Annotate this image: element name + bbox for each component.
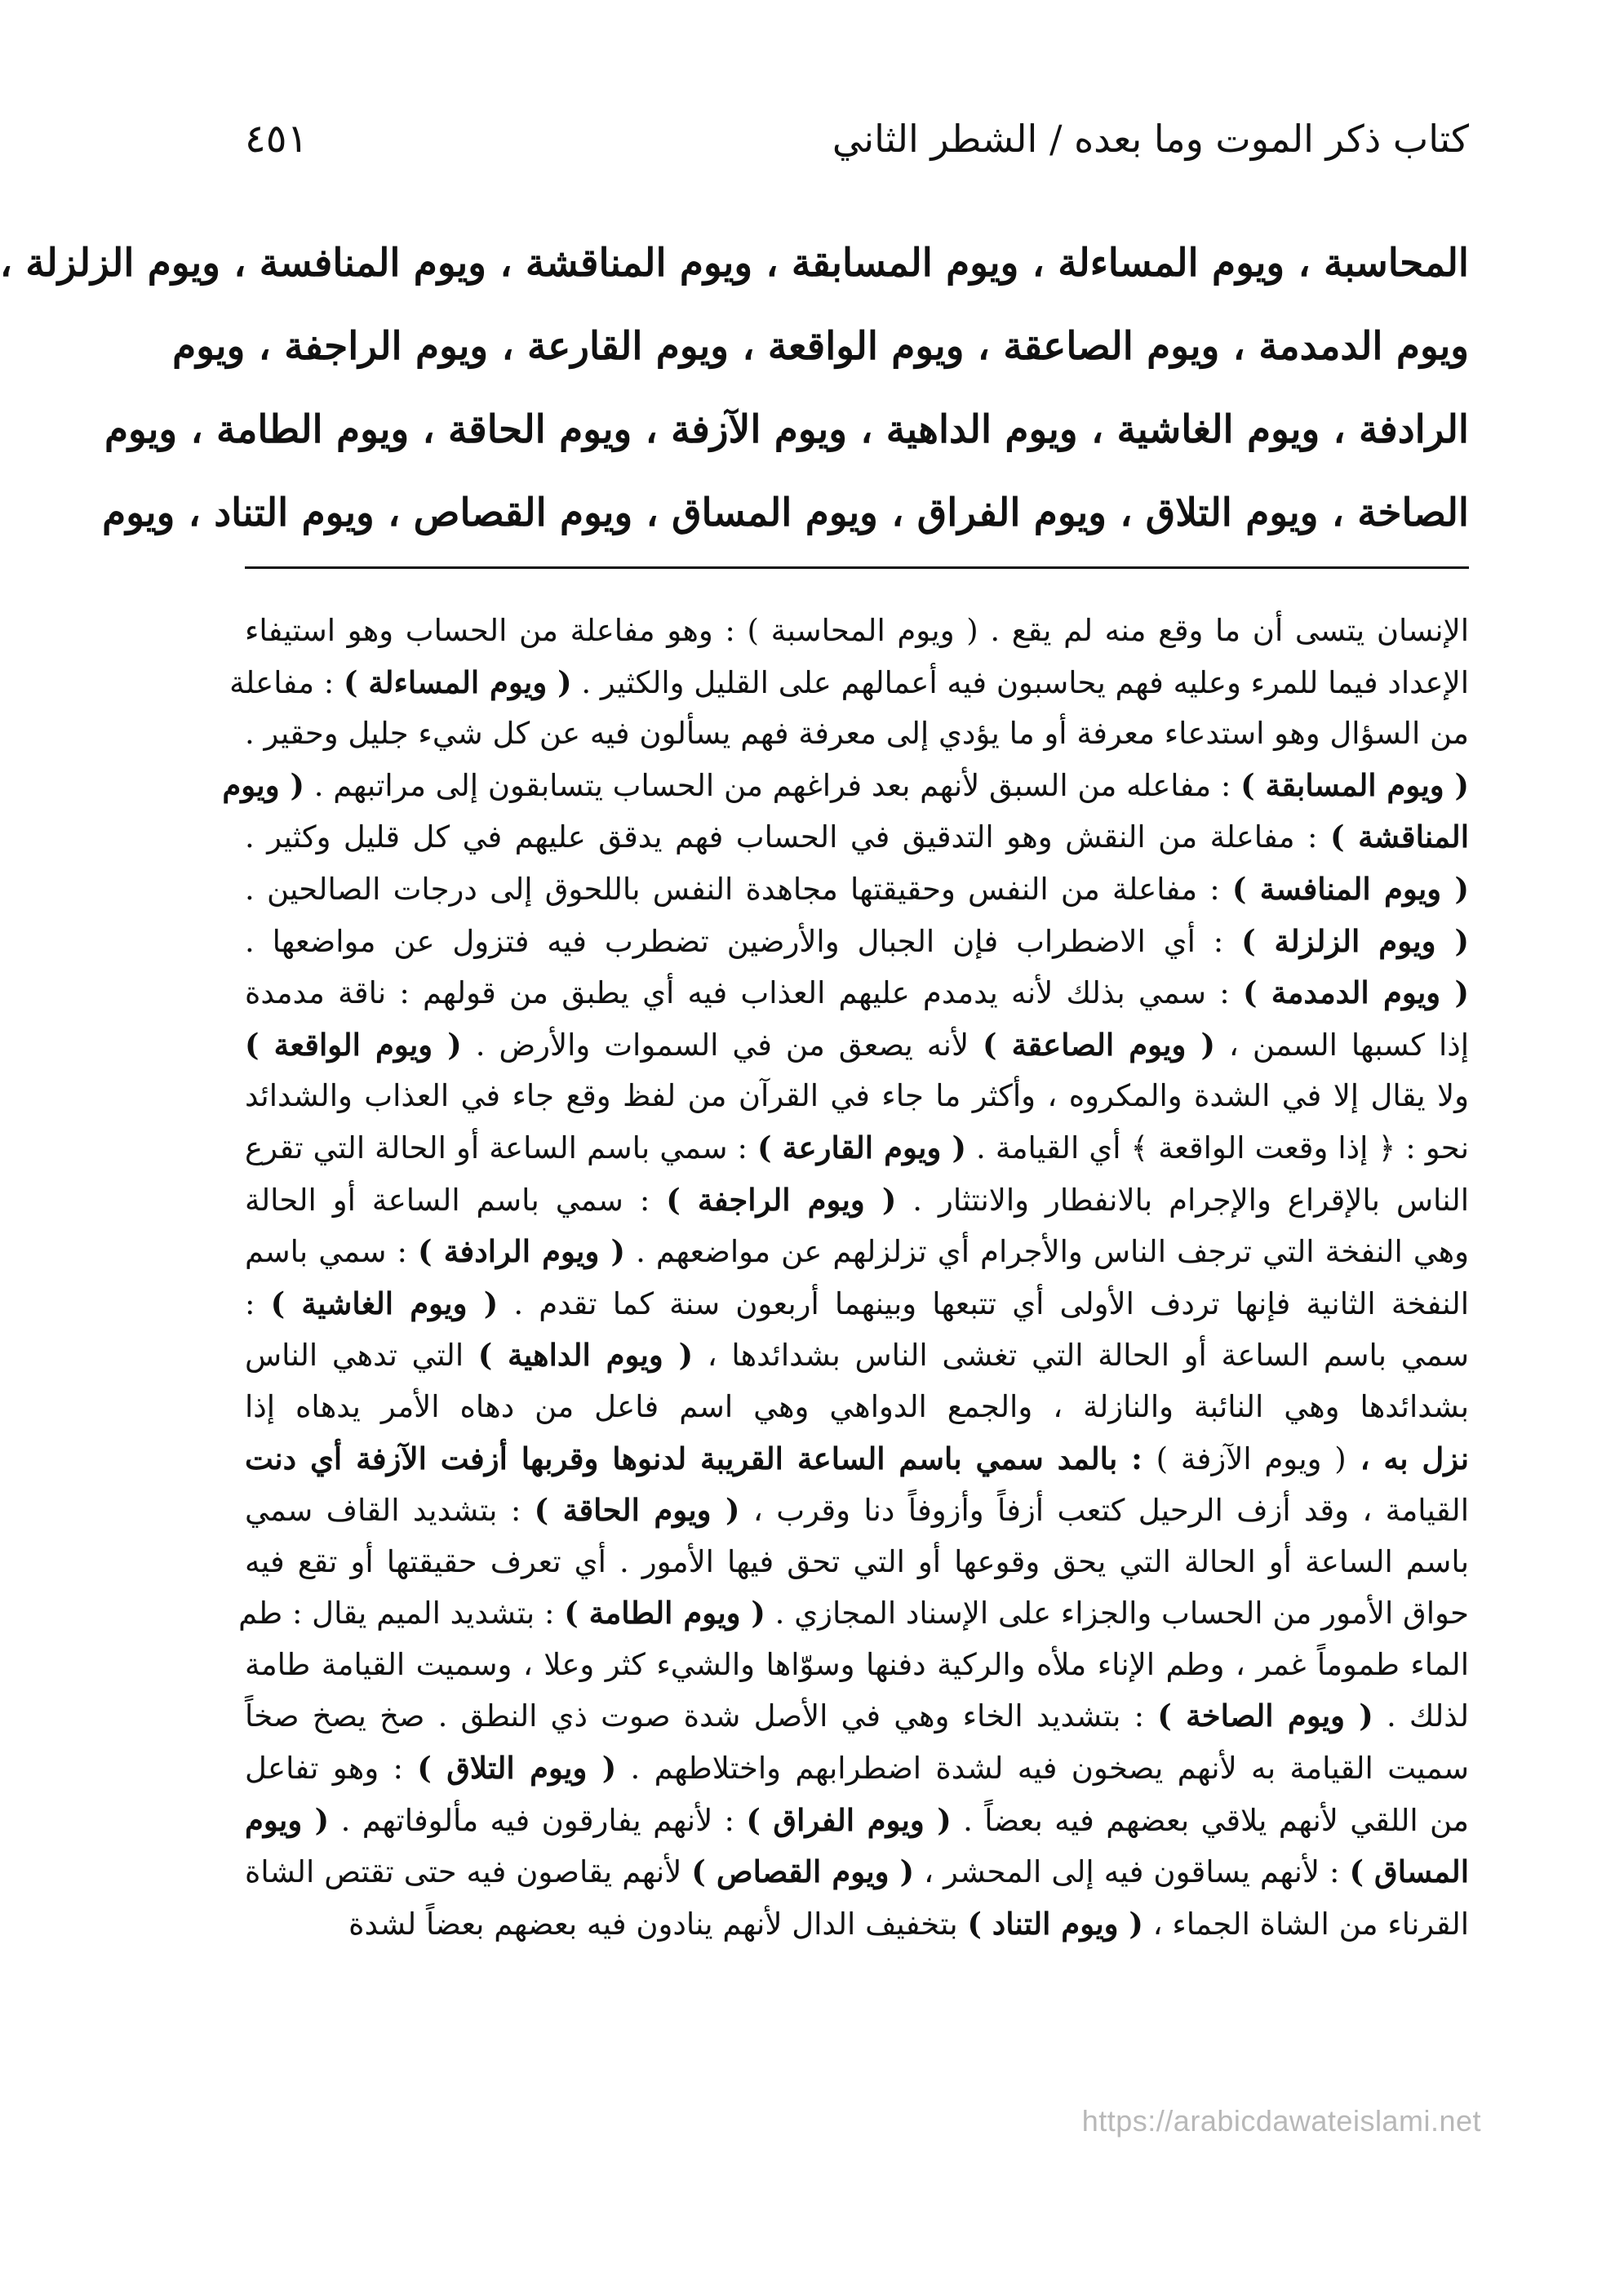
footnote-term: نزل به ، (1346, 1440, 1469, 1476)
page-number: ٤٥١ (245, 116, 308, 162)
footnote-text: : مفاعلة (229, 664, 344, 700)
footnote-term: ( ويوم الواقعة ) (245, 1026, 462, 1063)
footnote-text: : أي الاضطراب فإن الجبال والأرضين تضطرب فيه فتزول عن مواضعها . (245, 923, 1242, 959)
footnote-text: سمي باسم الساعة أو الحالة التي تغشى الناس بشدائدها ، (693, 1338, 1469, 1374)
footnote-divider (245, 566, 1469, 569)
watermark-url: https://arabicdawateislami.net (1081, 2104, 1481, 2138)
footnote-line (245, 811, 1469, 864)
footnote-term: ( ويوم الرادفة ) (418, 1233, 626, 1270)
footnote-line (245, 1071, 1469, 1122)
footnote-text: : سمي باسم الساعة أو الحالة التي تقرع (245, 1130, 757, 1165)
footnote-term: ( ويوم الراجفة ) (666, 1181, 897, 1218)
footnote-line (245, 606, 1469, 657)
footnote-term: ( ويوم التناد ) (967, 1905, 1143, 1942)
footnote-text: بتخفيف الدال لأنهم ينادون فيه بعضهم بعضاً لشدة (348, 1906, 968, 1942)
footnote-text: : بتشديد الميم يقال : طم (238, 1596, 565, 1632)
footnote-line (245, 864, 1469, 916)
footnote-text: لأنهم يقاصون فيه حتى تقتص الشاة (245, 1854, 692, 1890)
footnote-text: باسم الساعة أو الحالة التي يحق وقوعها أو التي تحق فيها الأمور . أي تعرف حقيقتها أو تقع فيه (245, 1543, 1469, 1579)
footnote-term: ( ويوم الطامة ) (564, 1595, 765, 1632)
footnote-line (245, 708, 1469, 760)
footnote-text: الناس بالإقراع والإجرام بالانفطار والانتثار . (896, 1182, 1469, 1218)
footnote-term: ( ويوم التلاق ) (417, 1750, 617, 1787)
footnote-term: ( ويوم القصاص ) (691, 1854, 915, 1890)
footnote-text: : وهو تفاعل (245, 1751, 418, 1787)
footnote-text: نحو : ﴿ إذا وقعت الواقعة ﴾ أي القيامة . (966, 1130, 1469, 1165)
footnote-line (222, 760, 1469, 812)
main-text (0, 222, 1469, 555)
footnote-term: المساق ) (1349, 1854, 1469, 1890)
main-text-line: الرادفة ، ويوم الغاشية ، ويوم الداهية ، ويوم الآزفة ، ويوم الحاقة ، ويوم الطامة ، ويوم (104, 407, 1469, 452)
footnote-term: ( ويوم الفراق ) (746, 1801, 952, 1838)
footnote-line (245, 1846, 1469, 1898)
footnote-line (245, 1226, 1469, 1278)
footnote-text: : سمي باسم (245, 1234, 419, 1270)
footnote-text: : مفاعلة من النقش وهو التدقيق في الحساب فهم يدقق عليهم في كل قليل وكثير . (245, 819, 1330, 855)
footnote-term: ( ويوم الدمدمة ) (1242, 975, 1469, 1011)
footnote-term: ( ويوم المسابقة ) (1240, 766, 1469, 803)
footnote-text: من اللقي لأنهم يلاقي بعضهم فيه بعضاً . (951, 1802, 1469, 1838)
footnote-text: الإعداد فيما للمرء وعليه فهم يحاسبون فيه أعمالهم على القليل والكثير . (571, 664, 1469, 700)
footnote-text: : سمي بذلك لأنه يدمدم عليهم العذاب فيه أي يطبق من قولهم : ناقة مدمدة (245, 975, 1243, 1011)
footnote-text: بشدائدها وهي النائبة والنازلة ، والجمع الدواهي وهي اسم فاعل من دهاه الأمر يدهاه إذا (245, 1388, 1469, 1424)
footnote-term: ( ويوم (222, 766, 304, 803)
footnote-line (245, 1122, 1469, 1174)
footnote-line (245, 1019, 1469, 1072)
footnote-text: التي تدهي الناس (245, 1338, 478, 1374)
footnote-term: ( ويوم الزلزلة ) (1241, 922, 1469, 959)
main-text-line: الصاخة ، ويوم التلاق ، ويوم الفراق ، ويوم المساق ، ويوم القصاص ، ويوم التناد ، ويوم (102, 491, 1469, 535)
footnote-term: ( ويوم الحاقة ) (534, 1492, 740, 1529)
footnote-term: المناقشة ) (1329, 819, 1469, 855)
footnote-line (245, 967, 1469, 1019)
footnote-text: من السؤال وهو استدعاء معرفة أو ما يؤدي إلى معرفة فهم يسألون فيه عن كل شيء جليل وحقير . (245, 716, 1469, 752)
footnote-text: : بتشديد القاف سمي (245, 1493, 535, 1529)
footnote-line (245, 916, 1469, 968)
footnote-line (229, 657, 1469, 709)
footnote-line (245, 1382, 1469, 1433)
footnote-line (245, 1174, 1469, 1227)
footnote-text: النفخة الثانية فإنها تردف الأولى أي تتبعها وبينهما أربعون سنة كما تقدم . (498, 1285, 1469, 1321)
footnote-text: : بتشديد الخاء وهي في الأصل شدة صوت ذي النطق . صخ يصخ صخاً (245, 1698, 1158, 1734)
footnote-text: لأنه يصعق من في السموات والأرض . (461, 1027, 983, 1063)
running-title: كتاب ذكر الموت وما بعده / الشطر الثاني (832, 117, 1469, 161)
footnote-term: ( ويوم القارعة ) (757, 1129, 967, 1165)
footnote-text: ( ويوم الآزفة ) (1156, 1441, 1347, 1476)
main-text-line: المحاسبة ، ويوم المساءلة ، ويوم المسابقة ، ويوم المناقشة ، ويوم المنافسة ، ويوم الزلزلة ، (0, 241, 1469, 286)
footnote-line (245, 1898, 1469, 1951)
page-header (245, 106, 1469, 171)
footnote-text: : مفاعله من السبق لأنهم بعد فراغهم من الحساب يتسابقون إلى مراتبهم . (304, 767, 1241, 803)
footnote-text: : سمي باسم الساعة أو الحالة (245, 1182, 667, 1218)
footnote-term: ( ويوم الغاشية ) (270, 1285, 499, 1321)
footnote-term: ( ويوم الداهية ) (477, 1337, 694, 1374)
footnote-text: حواق الأمور من الحساب والجزاء على الإسناد المجازي . (765, 1596, 1469, 1632)
footnote-line (245, 1433, 1469, 1485)
footnote-text: لذلك . (1373, 1698, 1469, 1734)
footnote-line (245, 1640, 1469, 1691)
footnote-text: وهي النفخة التي ترجف الناس والأجرام أي تزلزلهم عن مواضعهم . (625, 1234, 1470, 1270)
footnote-line (238, 1587, 1469, 1640)
footnote-line (245, 1537, 1469, 1588)
footnote-line (245, 1690, 1469, 1743)
footnote-term: ( ويوم المساءلة ) (344, 664, 572, 700)
footnote-text: ولا يقال إلا في الشدة والمكروه ، وأكثر ما جاء في القرآن من لفظ وقع جاء في العذاب والشدائد (245, 1078, 1469, 1114)
footnotes (222, 606, 1470, 1950)
footnote-term: : بالمد سمي باسم الساعة القريبة لدنوها وقربها أزفت الآزفة أي دنت (245, 1440, 1156, 1476)
footnote-term: ( ويوم الصاعقة ) (983, 1026, 1215, 1063)
footnote-term: ( ويوم الصاخة ) (1157, 1698, 1373, 1734)
footnote-text: الماء طموماً غمر ، وطم الإناء ملأه والركية دفنها وسوّاها والشيء كثر وعلا ، وسميت القيامة طامة (245, 1646, 1469, 1682)
footnote-line (245, 1330, 1469, 1382)
footnote-text: الإنسان يتسى أن ما وقع منه لم يقع . ( ويوم المحاسبة ) : وهو مفاعلة من الحساب وهو استيفاء (245, 613, 1469, 648)
footnote-term: ( ويوم المنافسة ) (1231, 870, 1469, 907)
footnote-text: إذا كسبها السمن ، (1214, 1027, 1469, 1063)
footnote-text: : لأنهم يساقون فيه إلى المحشر ، (914, 1854, 1350, 1890)
footnote-text: القرناء من الشاة الجماء ، (1143, 1906, 1469, 1942)
footnote-text: القيامة ، وقد أزف الرحيل كتعب أزفاً وأزوفاً دنا وقرب ، (739, 1493, 1469, 1529)
footnote-line (245, 1795, 1469, 1847)
main-text-line: ويوم الدمدمة ، ويوم الصاعقة ، ويوم الواقعة ، ويوم القارعة ، ويوم الراجفة ، ويوم (172, 324, 1469, 369)
footnote-text: : لأنهم يفارقون فيه مألوفاتهم . (329, 1802, 747, 1838)
footnote-text: : (245, 1285, 271, 1321)
footnote-line (245, 1278, 1469, 1330)
footnote-line (245, 1743, 1469, 1795)
footnote-text: : مفاعلة من النفس وحقيقتها مجاهدة النفس باللحوق إلى درجات الصالحين . (245, 871, 1232, 907)
footnote-line (245, 1485, 1469, 1537)
footnote-term: ( ويوم (245, 1801, 330, 1838)
footnote-text: سميت القيامة به لأنهم يصخون فيه لشدة اضطرابهم واختلاطهم . (616, 1751, 1469, 1787)
